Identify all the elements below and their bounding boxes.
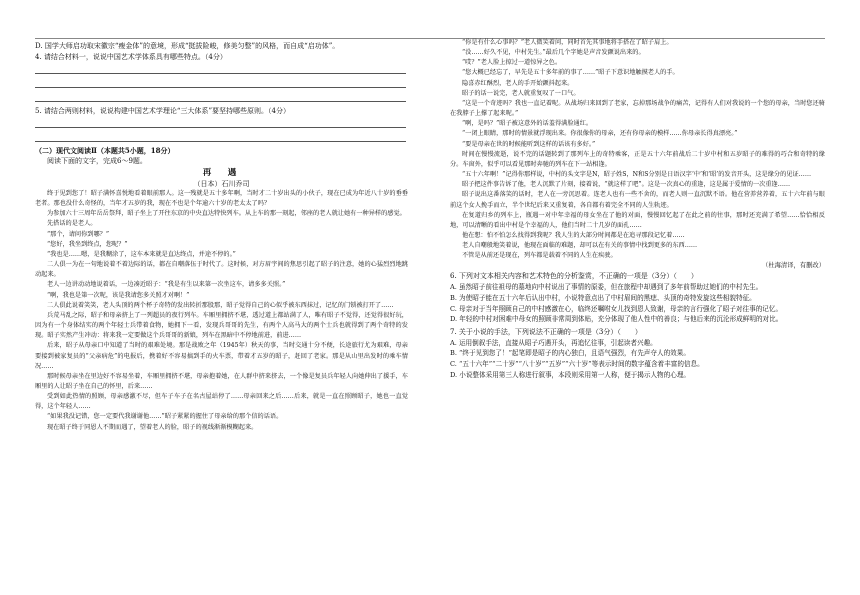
answer-option[interactable]: D. 小说整体采用第三人称进行叙事，本段则采用第一人称，便于揭示人物的心理。 <box>450 370 691 379</box>
story-paragraph: 为参加六十三周年岳岳祭拜，昭子坐上了开往东京的中央直达特快列车。从上车的那一刻起，邻座的老人就让她有一种异样的感觉。 <box>47 210 406 218</box>
story-paragraph: 他在想：怕不怕怎么找得到我呢？我人生的大部分时间都是在追寻那段记忆着…… <box>462 231 685 239</box>
story-paragraph: 终于见到您了！昭子满怀喜悦地看着眼前那人。这一残就是五十多年啊，当时才二十岁出头的小伙子，现在已成为年近八十岁的垂垂老者。那也没什么奇怪的，当年才五岁的我，现在不也是个年逾六十岁的老太太了吗？ <box>35 190 408 208</box>
story-paragraph: 二人俱此说着笑笑，老人头顶的两个杯子奇特的发出转折那股那，昭子觉得自己的心似乎被东西抹过，记忆的门锁被打开了…… <box>47 301 394 309</box>
story-paragraph: 老人自嘲般地笑着说，他现在面临的难题，却可以在有关的事情中找到更多的东西…… <box>462 242 698 250</box>
story-paragraph: “这是一个奇迹吗？我也一直记着呢。从战场归来回到了老家，忘掉那场战争的痛苦，记得有人们对我说的一个您的母亲，当时您还骑在我脖子上撑了起来呢。” <box>450 99 825 118</box>
story-paragraph: “您大概已经忘了，早先是五十多年前的事了……”昭子下意识地触摸老人的手。 <box>462 69 679 77</box>
story-paragraph: “没……好久不见，中村先生。”最后几个字她是声音发颤说出来的。 <box>462 49 645 57</box>
story-paragraph: 受到如此热情的照顾，母亲感激不尽，但车子车子在名古屋站停了……母亲回来之后……后来，就是一直在照顾昭子，她也一直觉得，这个年轻人…… <box>35 393 408 411</box>
story-paragraph: 先搭话的是老人。 <box>47 220 97 228</box>
option-d-line: D. 国学大师启功取宋徽宗“瘦金体”的意境，形成“挺拔险峻，修美匀整”的风格，而自成“启功体”。 <box>35 42 340 50</box>
story-paragraph: “啊，我也是第一次呢，该是我请您多关照才对啊！” <box>47 291 190 299</box>
story-paragraph: 在复道归乡的列车上，瓶遇一对中年幸福的母女坐在了他的对面，慢慢回忆起了在此之前的往事，那时还充满了希望……恰恰相反地，可以清晰的看出中村是个幸福的人，他们当时二十几岁的面孔…… <box>450 211 825 229</box>
story-paragraph: “那个，请问你到哪？” <box>47 230 110 238</box>
answer-option[interactable]: D. 年轻的中村对困难中母女的照顾非常周到体贴，充分体现了他人性中的善良；与他后来的沉沦形成鲜明的对比。 <box>450 315 783 324</box>
answer-line[interactable] <box>35 63 406 74</box>
story-author: （日本）石川乔司 <box>193 180 250 188</box>
story-body-right <box>450 38 825 261</box>
story-paragraph: 二人俱一为在一句地说着不着边际的话，都在自嘲落伍于时代了。这时候，对方眉宇间的焦思引起了昭子的注意，她的心猛烈烈地跳动起来。 <box>35 261 408 279</box>
section-instruction: 阅读下面的文字，完成6～9题。 <box>47 157 147 165</box>
story-paragraph: “哎？”老人脸上掠过一道惊异之色。 <box>462 59 562 67</box>
story-paragraph: 昭子把这件事告诉了他，老人沉默了片刻，接着说，“就这样了吧”。这是一次真心的重逢，这是属于爱情的一次重逢…… <box>462 181 791 189</box>
answer-option[interactable]: A. 运用倒叙手法，直接从昭子巧遇开头，再追忆往事，引起读者兴趣。 <box>450 338 657 347</box>
right-column <box>450 38 825 380</box>
story-paragraph: “我也是……嗯，是我糊涂了，这车本来就是直达终点，并途不停的。” <box>47 250 236 258</box>
story-paragraph: 昭子的话一说完，老人就重复叹了一口气。 <box>462 89 580 97</box>
story-paragraph: 昭子说出这番落笑的话时，老人在一旁沉思着。连老人也有一些不舍的，而老人则一直沉默不语。他在营养营养着，五十六年前与眼前这个女人挽手而立，半个世纪后来又重复着，各自都有着完全不同的人生轨迹。 <box>450 191 825 209</box>
question-6: 6. 下列对文本相关内容和艺术特色的分析鉴赏，不正确的一项是（3分）（ ） <box>450 272 698 281</box>
answer-option[interactable]: B. “终于见到您了！”起笔即是昭子的内心独白，且语气强烈，有先声夺人的效果。 <box>450 349 690 358</box>
story-paragraph: “您好，我坐到终点，您呢？” <box>47 240 128 248</box>
story-paragraph: 老人一边讲动动地说着话，一边凑近昭子：“我是有生以来第一次坐这车，请多多关照。” <box>47 281 286 289</box>
story-body-left <box>35 189 408 433</box>
question-6-options <box>450 282 825 324</box>
story-paragraph: 隐喜赤红酥烈，老人的手开始颤抖起来。 <box>462 79 574 87</box>
question-5: 5. 请结合两则材料，说说构建中国艺术学理论“三大体系”要坚持哪些原则。（4分） <box>35 107 291 115</box>
story-paragraph: 那时候母亲坐在里边好不容易坐着，车厢里拥挤不堪，母亲抱着她，在人群中挤来挤去，一个像是复员兵年轻人向她伸出了援手，车厢里的人让昭子坐在自己的怀里，后来…… <box>35 372 408 390</box>
answer-line[interactable] <box>35 117 406 128</box>
story-paragraph: “如果我没记错，您一定要代我谢谢他……”昭子紧紧的握住了母亲给的那个信的话语。 <box>47 413 283 421</box>
answer-line[interactable] <box>35 91 406 102</box>
story-paragraph: “一闭上眼睛，那时的情景就浮现出来。你很像你的母亲，还有你母亲的模样……你母亲长得真漂亮。” <box>462 130 738 138</box>
section-heading: （二）现代文阅读Ⅱ（本题共5小题，18分） <box>35 146 175 155</box>
answer-option[interactable]: C. 母亲对于当年照顾自己的中村感激在心，临终还嘱咐女儿找到恩人致谢，母亲的言行强化了昭子对往事的记忆。 <box>450 304 783 313</box>
story-paragraph: “你是有什么心事吗？”老人微笑着问，同时首先其事地将手搭在了昭子肩上。 <box>462 39 673 46</box>
story-paragraph: “五十六年啊！”记得你那样说，中村的头文字是N，昭子姓S，N和S分别是日语汉字‘中’和‘昭’的发音开头，这是缘分的见证…… <box>462 171 812 179</box>
answer-option[interactable]: A. 虽然昭子前往祖母的墓地向中村说出了事情的原委，但在旅程中却遇到了多年前帮助过她们的中村先生。 <box>450 283 763 292</box>
answer-line[interactable] <box>35 131 406 142</box>
answer-option[interactable]: C. “五十六年”“二十岁”“八十岁”“五岁”“六十岁”等表示时间的数字蕴含着丰富的信息。 <box>450 360 704 368</box>
story-paragraph: 不管是从前还是现在，列车都是载着不同的人生在疾驶。 <box>462 252 617 260</box>
story-paragraph: 现在昭子终于同恩人不期而遇了，望着老人的脸，昭子的视线渐渐模糊起来。 <box>47 423 258 431</box>
story-paragraph: 后来，昭子从母亲口中知道了当时的艰难处境。那是战败之年（1945年）秋天的事，当时交通十分不便，长途旅行尤为艰难，母亲要接到被家复员的“父亲病危”的电报后，携着好不容易搞到手的火车票，带着才五岁的昭子，赶回了老家。那是从山里出发时的乘车情况…… <box>35 342 408 370</box>
answer-option[interactable]: B. 为使昭子能在五十六年后认出中村，小说特意点出了中村眉间的黑痣、头顶的奇特发旋这些相貌特征。 <box>450 294 756 303</box>
question-7: 7. 关于小说的手法，下列说法不正确的一项是（3分）（ ） <box>450 327 642 336</box>
answer-line[interactable] <box>35 77 406 88</box>
story-title: 再 遇 <box>202 168 241 178</box>
left-column <box>35 38 408 433</box>
story-paragraph: 兵荒马乱之际，昭子和母亲挤上了一列超员的夜行列车。车厢里拥挤不堪，透过道上都站满了人，唯有昭子不觉得，还觉得很好玩，因为有一个身体结实的两个年轻士兵带着食物，她拥下一看，发现兵哥哥的先生，有两个人高马大的两个士兵也就得到了两个奇特的发现。昭子实然产生冲动：将来我一定要做这个兵哥哥的新娘，列车在黑暗中不停地前进，前进…… <box>35 311 408 340</box>
story-paragraph: “啊，是吗？”昭子被这意外的话羞得满脸通红。 <box>462 120 593 128</box>
question-7-options <box>450 338 825 380</box>
story-paragraph: “要是母亲在世的时候能听到这样的话该有多好。” <box>462 140 596 148</box>
story-paragraph: 时间在慢慢流逝，说不完的话题转到了那列车上的奇特乘客，正是五十六年前战后二十岁中村和五岁昭子的难得的巧合和奇特的缘分。车窗外，似乎可以看见那时奔驰的列车在下一站相逢。 <box>450 150 825 168</box>
source-note: （杜海清译，有删改） <box>762 262 825 270</box>
question-4: 4. 请结合材料一，说说中国艺术学体系具有哪些特点。（4分） <box>35 53 227 61</box>
